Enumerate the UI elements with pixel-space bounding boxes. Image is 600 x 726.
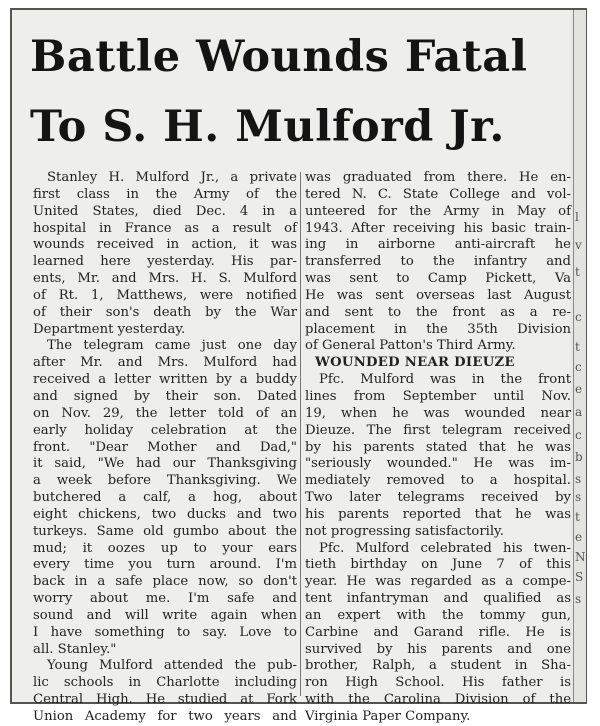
newspaper-clipping-frame xyxy=(10,8,587,724)
fragment-letter: t xyxy=(575,265,580,279)
article-text-line: and sent to the front as a re- xyxy=(305,304,571,320)
article-text-line: it said, "We had our Thanksgiving xyxy=(33,456,297,472)
article-text-line: mediately removed to a hospital. xyxy=(305,473,571,489)
article-text-line: all. Stanley." xyxy=(33,641,117,657)
article-text-line: ing in airborne anti-aircraft he xyxy=(305,237,571,253)
article-text-line: first class in the Army of the xyxy=(33,186,297,202)
article-text-line: placement in the 35th Division xyxy=(305,321,571,337)
article-text-line: Two later telegrams received by xyxy=(305,490,571,506)
article-text-line: not progressing satisfactorily. xyxy=(305,523,504,539)
article-text-line: lic schools in Charlotte including xyxy=(33,675,297,691)
article-text-line: learned here yesterday. His par- xyxy=(33,254,297,270)
fragment-letter: s xyxy=(575,592,582,606)
headline-line-2: To S. H. Mulford Jr. xyxy=(30,102,505,152)
article-text-line: 1943. After receiving his basic train- xyxy=(305,220,571,236)
article-text-line: Central High. He studied at Fork xyxy=(33,692,297,708)
fragment-letter: a xyxy=(575,405,583,419)
article-text-line: 19, when he was wounded near xyxy=(305,405,571,421)
fragment-letter: c xyxy=(575,360,582,374)
fragment-letter: t xyxy=(575,340,580,354)
article-column-left xyxy=(33,170,297,726)
article-text-line: and signed by their son. Dated xyxy=(33,388,297,404)
article-text-line: butchered a calf, a hog, about xyxy=(33,490,297,506)
article-text-line: early holiday celebration at the xyxy=(33,422,297,438)
fragment-letter: l xyxy=(575,210,579,224)
article-text-line: with the Carolina Division of the xyxy=(305,692,571,708)
article-text-line: Union Academy for two years and xyxy=(33,709,297,724)
article-text-line: of their son's death by the War xyxy=(33,304,297,320)
article-text-line: wounds received in action, it was xyxy=(33,237,297,253)
article-text-line: was sent to Camp Pickett, Va xyxy=(305,271,571,287)
article-text-line: year. He was regarded as a compe- xyxy=(305,574,571,590)
article-column-right xyxy=(305,170,571,726)
fragment-letter: s xyxy=(575,472,582,486)
fragment-letter: c xyxy=(575,428,582,442)
fragment-letter: e xyxy=(575,382,583,396)
article-text-line: Pfc. Mulford celebrated his twen- xyxy=(319,540,571,556)
article-text-line: Pfc. Mulford was in the front xyxy=(319,372,571,388)
article-text-line: survived by his parents and one xyxy=(305,641,571,657)
article-text-line: He was sent overseas last August xyxy=(305,287,571,303)
fragment-letter: S xyxy=(575,570,584,584)
article-text-line: an expert with the tommy gun, xyxy=(305,607,571,623)
article-text-line: hospital in France as a result of xyxy=(33,220,297,236)
article-text-line: eight chickens, two ducks and two xyxy=(33,506,297,522)
adjacent-column-fragment xyxy=(573,10,586,702)
fragment-letter: v xyxy=(575,238,582,252)
article-text-line: every time you turn around. I'm xyxy=(33,557,297,573)
article-text-line: Dieuze. The first telegram received xyxy=(305,422,571,438)
fragment-letter: b xyxy=(575,450,583,464)
article-text-line: mud; it oozes up to your ears xyxy=(33,540,297,556)
fragment-letter: s xyxy=(575,490,582,504)
column-divider xyxy=(300,172,301,696)
article-text-line: of Rt. 1, Matthews, were notified xyxy=(33,287,297,303)
article-text-line: his parents reported that he was xyxy=(305,506,571,522)
article-text-line: by his parents stated that he was xyxy=(305,439,571,455)
article-text-line: received a letter written by a buddy xyxy=(33,372,297,388)
article-text-line: back in a safe place now, so don't xyxy=(33,574,297,590)
fragment-letter: c xyxy=(575,310,582,324)
article-text-line: was graduated from there. He en- xyxy=(305,170,571,185)
article-text-line: unteered for the Army in May of xyxy=(305,203,571,219)
headline-line-1: Battle Wounds Fatal xyxy=(30,32,528,82)
article-text-line: I have something to say. Love to xyxy=(33,624,297,640)
article-text-line: lines from September until Nov. xyxy=(305,388,571,404)
article-text-line: after Mr. and Mrs. Mulford had xyxy=(33,355,297,371)
article xyxy=(12,10,571,724)
article-text-line: a week before Thanksgiving. We xyxy=(33,473,297,489)
article-text-line: tered N. C. State College and vol- xyxy=(305,186,571,202)
fragment-letter: e xyxy=(575,530,583,544)
article-text-line: transferred to the infantry and xyxy=(305,254,571,270)
article-text-line: Carbine and Garand rifle. He is xyxy=(305,624,571,640)
article-text-line: Stanley H. Mulford Jr., a private xyxy=(47,170,297,185)
article-text-line: ron High School. His father is xyxy=(305,675,571,691)
article-text-line: sound and will write again when xyxy=(33,607,297,623)
article-text-line: ents, Mr. and Mrs. H. S. Mulford xyxy=(33,271,297,287)
article-text-line: tent infantryman and qualified as xyxy=(305,591,571,607)
article-text-line: Virginia Paper Company. xyxy=(305,709,471,724)
article-text-line: Department yesterday. xyxy=(33,321,186,337)
article-text-line: worry about me. I'm safe and xyxy=(33,591,297,607)
fragment-letter: N xyxy=(575,550,586,564)
article-text-line: Young Mulford attended the pub- xyxy=(47,658,297,674)
article-text-line: of General Patton's Third Army. xyxy=(305,338,516,354)
article-text-line: United States, died Dec. 4 in a xyxy=(33,203,297,219)
article-text-line: tieth birthday on June 7 of this xyxy=(305,557,571,573)
article-text-line: on Nov. 29, the letter told of an xyxy=(33,405,297,421)
fragment-letter: t xyxy=(575,510,580,524)
article-text-line: turkeys. Same old gumbo about the xyxy=(33,523,297,539)
article-text-line: front. "Dear Mother and Dad," xyxy=(33,439,297,455)
article-text-line: brother, Ralph, a student in Sha- xyxy=(305,658,571,674)
subheading: WOUNDED NEAR DIEUZE xyxy=(315,355,515,371)
article-text-line: The telegram came just one day xyxy=(47,338,297,354)
article-text-line: "seriously wounded." He was im- xyxy=(305,456,571,472)
